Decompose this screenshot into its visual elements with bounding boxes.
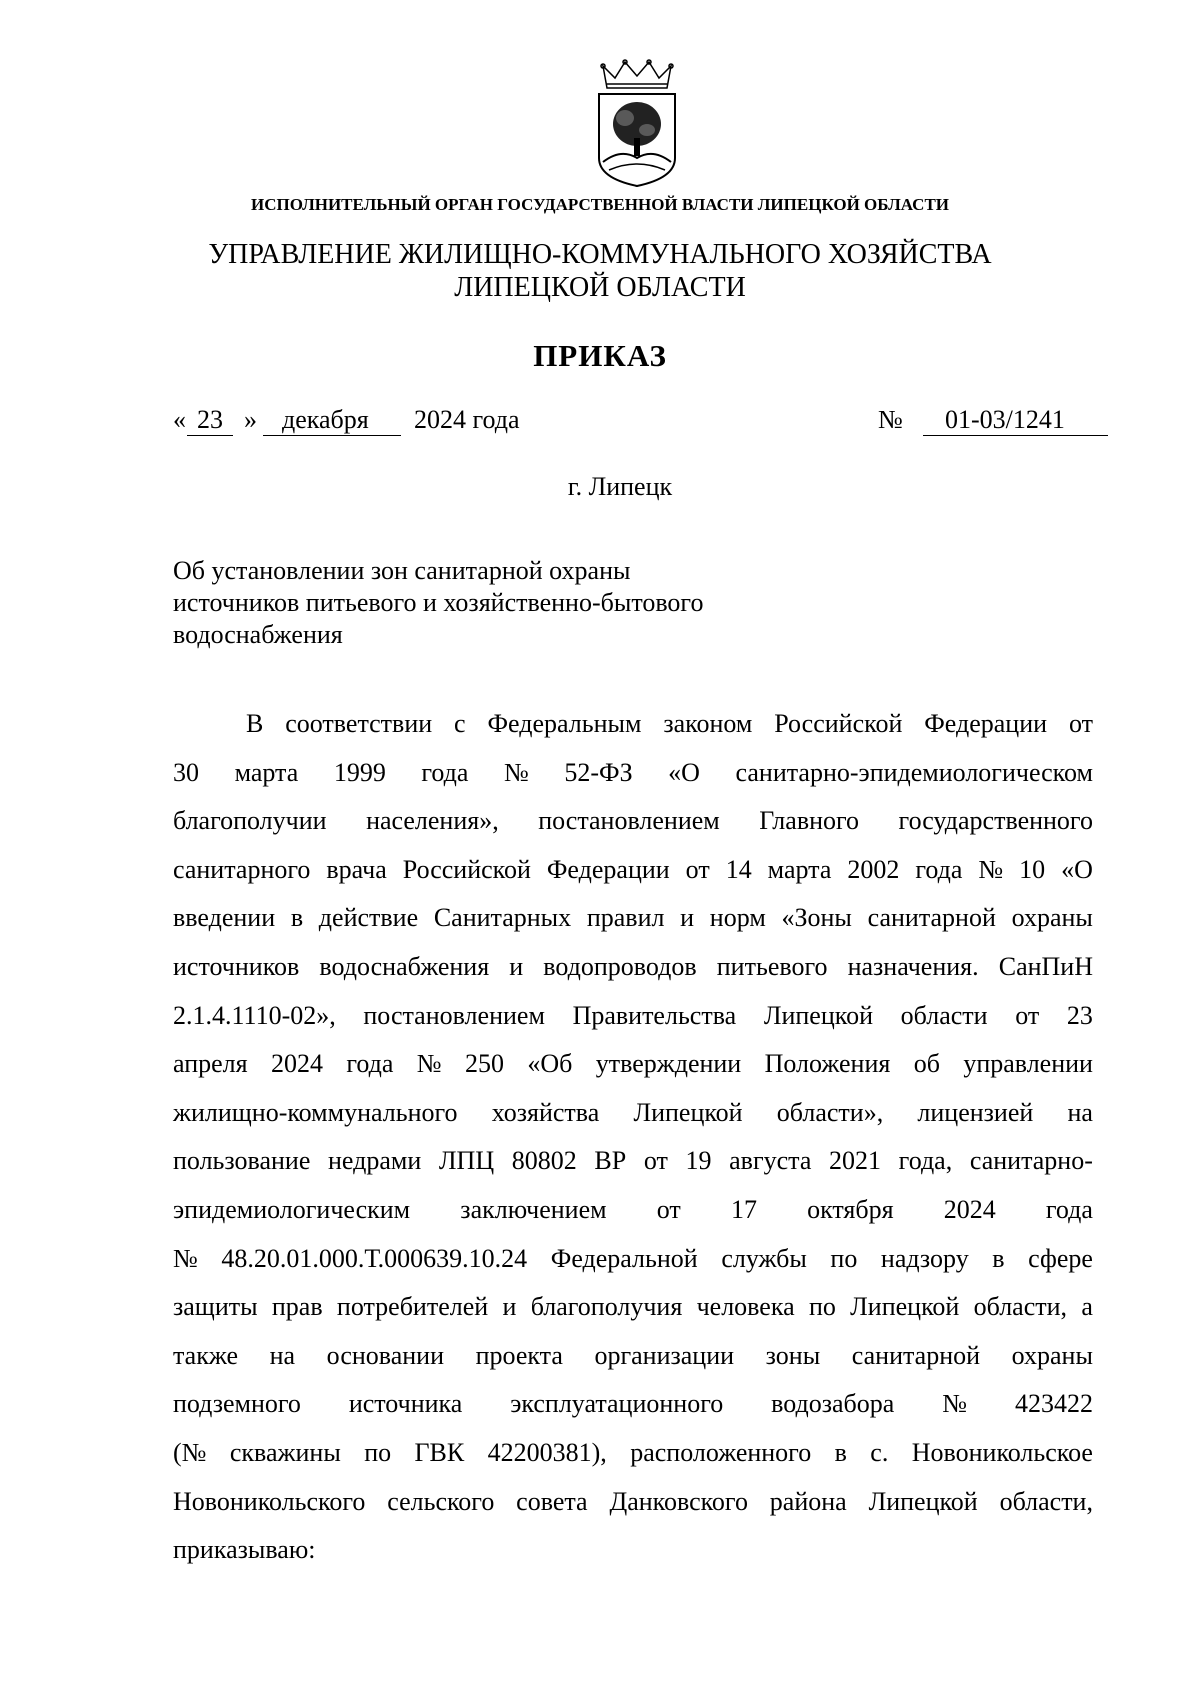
date-close-quote: » [244, 405, 257, 434]
subject-block [173, 555, 703, 651]
number-sign: № [878, 405, 903, 434]
department-name-line2: ЛИПЕЦКОЙ ОБЛАСТИ [454, 272, 746, 303]
body-line: подземного источника эксплуатационного водозабора № 423422 [173, 1389, 1093, 1419]
body-line: № 48.20.01.000.Т.000639.10.24 Федеральной службы по надзору в сфере [173, 1243, 1093, 1273]
date-day: 23 [197, 405, 223, 434]
date-month: декабря [282, 405, 369, 434]
body-line: жилищно-коммунального хозяйства Липецкой области», лицензией на [173, 1097, 1093, 1127]
body-line: защиты прав потребителей и благополучия человека по Липецкой области, а [173, 1292, 1093, 1322]
body-line: санитарного врача Российской Федерации от 14 марта 2002 года № 10 «О [173, 854, 1093, 884]
body-line: Новоникольского сельского совета Данковского района Липецкой области, [173, 1486, 1093, 1516]
body-line: пользование недрами ЛПЦ 80802 ВР от 19 августа 2021 года, санитарно- [173, 1146, 1093, 1176]
subject-line: источников питьевого и хозяйственно-бытового [173, 588, 704, 617]
body-line: (№ скважины по ГВК 42200381), расположенного в с. Новоникольское [173, 1437, 1093, 1467]
body-line: апреля 2024 года № 250 «Об утверждении Положения об управлении [173, 1049, 1093, 1079]
department-name-line1: УПРАВЛЕНИЕ ЖИЛИЩНО-КОММУНАЛЬНОГО ХОЗЯЙСТВА [208, 239, 992, 270]
body-line: источников водоснабжения и водопроводов питьевого назначения. СанПиН [173, 951, 1093, 981]
body-line: 30 марта 1999 года № 52-ФЗ «О санитарно-эпидемиологическом [173, 757, 1093, 787]
body-line: 2.1.4.1110-02», постановлением Правительства Липецкой области от 23 [173, 1000, 1093, 1030]
body-line: В соответствии с Федеральным законом Российской Федерации от [246, 709, 1093, 738]
coat-of-arms-emblem [595, 58, 679, 188]
body-paragraph [173, 700, 1093, 1575]
body-line: приказываю: [173, 1535, 316, 1565]
city: г. Липецк [567, 472, 673, 501]
date-open-quote: « [173, 405, 186, 434]
body-line: введении в действие Санитарных правил и норм «Зоны санитарной охраны [173, 903, 1093, 933]
subject-line: Об установлении зон санитарной охраны [173, 556, 631, 585]
body-line: благополучии населения», постановлением Главного государственного [173, 806, 1093, 836]
organization-line: ИСПОЛНИТЕЛЬНЫЙ ОРГАН ГОСУДАРСТВЕННОЙ ВЛАСТИ ЛИПЕЦКОЙ ОБЛАСТИ [250, 195, 950, 214]
document-type-title: ПРИКАЗ [533, 338, 667, 373]
body-line: эпидемиологическим заключением от 17 октября 2024 года [173, 1194, 1093, 1224]
body-line: также на основании проекта организации зоны санитарной охраны [173, 1340, 1093, 1370]
subject-line: водоснабжения [173, 620, 343, 649]
number-value: 01-03/1241 [945, 405, 1065, 434]
date-year: 2024 года [414, 405, 520, 434]
